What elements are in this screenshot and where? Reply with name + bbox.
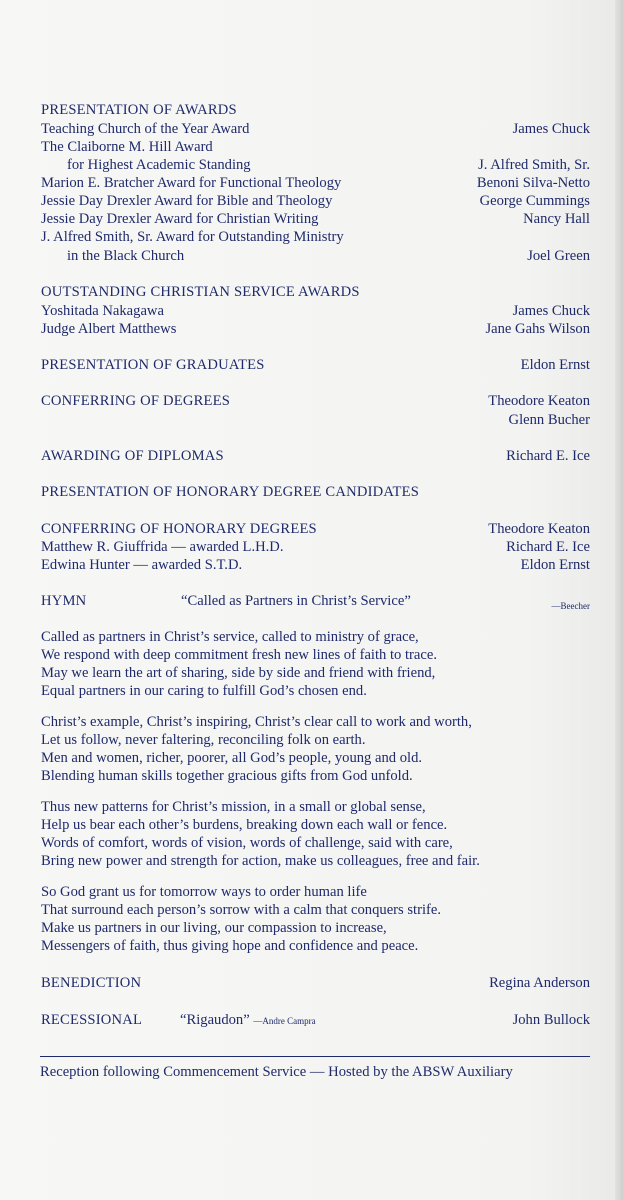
hymn-line: Words of comfort, words of vision, words of challenge, said with care, xyxy=(41,835,453,851)
service-award-presenter: James Chuck xyxy=(512,303,590,319)
hymn-line: Christ’s example, Christ’s inspiring, Christ’s clear call to work and worth, xyxy=(41,714,472,730)
hymn-line: Called as partners in Christ’s service, called to ministry of grace, xyxy=(41,629,419,645)
hymn-line: So God grant us for tomorrow ways to order human life xyxy=(41,884,367,900)
hymn-line: Thus new patterns for Christ’s mission, in a small or global sense, xyxy=(41,799,426,815)
award-presenter: Nancy Hall xyxy=(523,211,590,227)
honorary-recipient: Matthew R. Giuffrida — awarded L.H.D. xyxy=(41,539,284,555)
hymn-line: May we learn the art of sharing, side by side and friend with friend, xyxy=(41,665,436,681)
award-presenter: Benoni Silva-Netto xyxy=(476,175,590,191)
award-label: Marion E. Bratcher Award for Functional Theology xyxy=(41,175,342,191)
hymn-line: Bring new power and strength for action, make us colleagues, free and fair. xyxy=(41,853,480,869)
hymn-line: That surround each person’s sorrow with a calm that conquers strife. xyxy=(41,902,441,918)
award-presenter: Joel Green xyxy=(527,248,590,264)
awards-heading: PRESENTATION OF AWARDS xyxy=(41,102,237,118)
award-label: Jessie Day Drexler Award for Bible and Theology xyxy=(41,193,333,209)
footer-divider xyxy=(40,1056,590,1057)
recessional-title-group xyxy=(180,1011,316,1030)
honorary-presenter: Eldon Ernst xyxy=(520,557,590,573)
recessional-performer: John Bullock xyxy=(512,1012,590,1028)
diplomas-heading: AWARDING OF DIPLOMAS xyxy=(41,448,224,464)
award-label: The Claiborne M. Hill Award xyxy=(41,139,213,155)
benediction-presenter: Regina Anderson xyxy=(489,975,590,991)
award-label: in the Black Church xyxy=(67,248,185,264)
hymn-line: Make us partners in our living, our compassion to increase, xyxy=(41,920,387,936)
degrees-presenter: Glenn Bucher xyxy=(508,412,590,428)
award-label: Jessie Day Drexler Award for Christian Writing xyxy=(41,211,319,227)
hymn-line: Help us bear each other’s burdens, breaking down each wall or fence. xyxy=(41,817,448,833)
award-label: J. Alfred Smith, Sr. Award for Outstanding Ministry xyxy=(41,229,344,245)
hymn-attribution: —Beecher xyxy=(551,601,590,611)
service-award-recipient: Judge Albert Matthews xyxy=(41,321,177,337)
honorary-recipient: Edwina Hunter — awarded S.T.D. xyxy=(41,557,243,573)
honorary-presenter: Theodore Keaton xyxy=(488,521,590,537)
recessional-composer: —Andre Campra xyxy=(253,1016,316,1026)
benediction-heading: BENEDICTION xyxy=(41,975,142,991)
hymn-title: “Called as Partners in Christ’s Service” xyxy=(181,593,411,609)
paper-edge xyxy=(615,0,623,1200)
service-award-recipient: Yoshitada Nakagawa xyxy=(41,303,164,319)
diplomas-presenter: Richard E. Ice xyxy=(506,448,590,464)
service-awards-heading: OUTSTANDING CHRISTIAN SERVICE AWARDS xyxy=(41,284,360,300)
recessional-heading: RECESSIONAL xyxy=(41,1012,143,1028)
award-presenter: James Chuck xyxy=(512,121,590,137)
hymn-line: Men and women, richer, poorer, all God’s people, young and old. xyxy=(41,750,423,766)
hymn-line: We respond with deep commitment fresh new lines of faith to trace. xyxy=(41,647,437,663)
award-presenter: George Cummings xyxy=(479,193,590,209)
award-label: Teaching Church of the Year Award xyxy=(41,121,250,137)
service-award-presenter: Jane Gahs Wilson xyxy=(485,321,590,337)
award-presenter: J. Alfred Smith, Sr. xyxy=(478,157,590,173)
degrees-presenter: Theodore Keaton xyxy=(488,393,590,409)
hymn-line: Messengers of faith, thus giving hope and confidence and peace. xyxy=(41,938,419,954)
award-label: for Highest Academic Standing xyxy=(67,157,251,173)
reception-footer: Reception following Commencement Service — Hosted by the ABSW Auxiliary xyxy=(40,1064,513,1080)
graduates-heading: PRESENTATION OF GRADUATES xyxy=(41,357,265,373)
honorary-presenter: Richard E. Ice xyxy=(506,539,590,555)
graduates-presenter: Eldon Ernst xyxy=(520,357,590,373)
degrees-heading: CONFERRING OF DEGREES xyxy=(41,393,231,409)
honorary-candidates-heading: PRESENTATION OF HONORARY DEGREE CANDIDATES xyxy=(41,484,420,500)
honorary-degrees-heading: CONFERRING OF HONORARY DEGREES xyxy=(41,521,317,537)
hymn-line: Equal partners in our caring to fulfill God’s chosen end. xyxy=(41,683,367,699)
hymn-line: Let us follow, never faltering, reconciling folk on earth. xyxy=(41,732,366,748)
hymn-line: Blending human skills together gracious gifts from God unfold. xyxy=(41,768,413,784)
hymn-heading: HYMN xyxy=(41,593,87,609)
recessional-title: “Rigaudon” xyxy=(180,1012,250,1028)
